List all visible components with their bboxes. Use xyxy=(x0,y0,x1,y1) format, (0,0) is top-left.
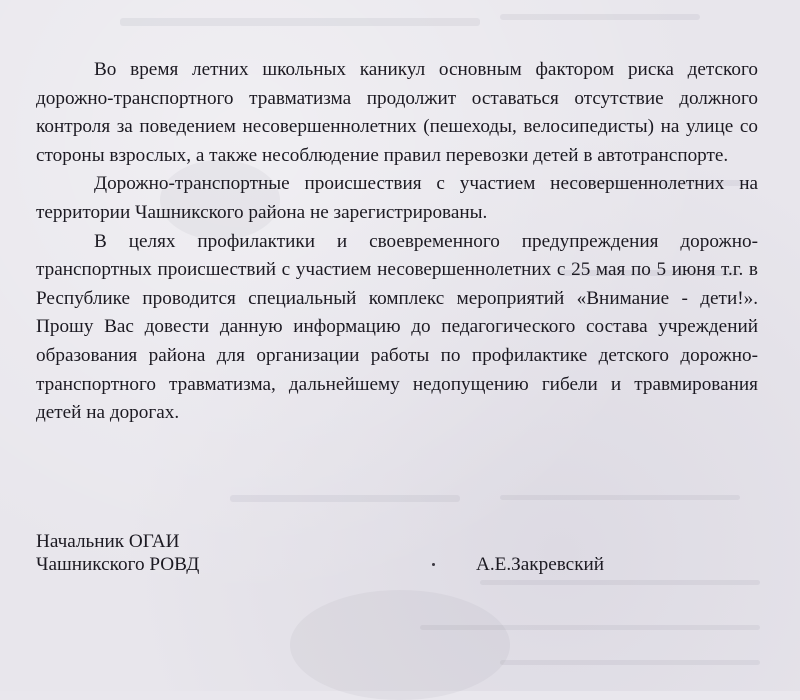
bleed-through-mark xyxy=(500,14,700,20)
bleed-through-mark xyxy=(230,495,460,502)
paragraph-2: Дорожно-транспортные происшествия с участием несовершеннолетних на территории Чашникского района не зарегистрированы. xyxy=(36,173,758,223)
signatory-department: Чашникского РОВД xyxy=(36,554,200,575)
letter-body xyxy=(36,56,758,428)
bleed-through-stamp xyxy=(290,590,510,700)
bleed-through-mark xyxy=(500,660,760,665)
signatory-position: Начальник ОГАИ xyxy=(36,531,180,552)
bleed-through-mark xyxy=(500,495,740,500)
signatory-name: А.Е.Закревский xyxy=(476,554,605,575)
bleed-through-mark xyxy=(480,580,760,585)
bleed-through-mark xyxy=(120,18,480,26)
signature-block xyxy=(36,530,758,576)
paragraph-1: Во время летних школьных каникул основным фактором риска детского дорожно-транспортного травматизма продолжит оставаться отсутствие должного контроля за поведением несовершеннолетних (пешеходы, велосипедисты) на улице со стороны взрослых, а также несоблюдение правил перевозки детей в автотранспорте. xyxy=(36,59,758,166)
paragraph-3: В целях профилактики и своевременного предупреждения дорожно-транспортных происшествий с участием несовершеннолетних с 25 мая по 5 июня т.г. в Республике проводится специальный комплекс мероприятий «Внимание - дети!». Прошу Вас довести данную информацию до педагогического состава учреждений образования района для организации работы по профилактике детского дорожно-транспортного травматизма, дальнейшему недопущению гибели и травмирования детей на дорогах. xyxy=(36,230,758,424)
